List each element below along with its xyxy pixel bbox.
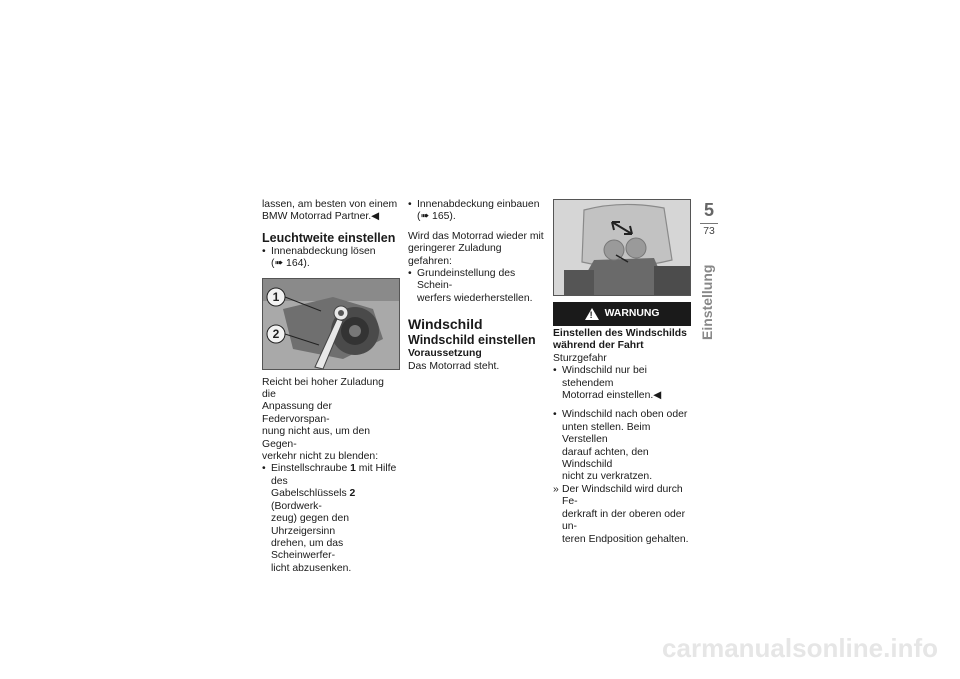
windshield-photo bbox=[553, 199, 691, 296]
warning-label: WARNUNG bbox=[604, 307, 660, 319]
warning-risk: Sturzgefahr bbox=[553, 352, 607, 364]
step-adjust-windshield: • Windschild nach oben oder unten stellen. Beim Verstellen darauf achten, den Windschild nicht zu verkratzen. bbox=[553, 409, 688, 483]
heading-windschild-einstellen: Windschild einstellen bbox=[408, 333, 536, 348]
intro-line-2: BMW Motorrad Partner.◀ bbox=[262, 211, 380, 223]
warning-title: Einstellen des Windschilds während der Fahrt bbox=[553, 328, 687, 352]
heading-windschild: Windschild bbox=[408, 316, 483, 333]
page-reference: (➠ 164). bbox=[271, 258, 310, 270]
result-mark: » bbox=[553, 483, 559, 495]
chapter-number: 5 bbox=[703, 200, 714, 220]
intro-line-1: lassen, am besten von einem bbox=[262, 199, 398, 210]
step-restore-headlight: • Grundeinstellung des Schein- werfers wiederherstellen. bbox=[408, 268, 533, 304]
callout-2: 2 bbox=[272, 326, 280, 341]
paragraph-load: Reicht bei hoher Zuladung die Anpassung der Federvorspan- nung nicht aus, um den Gegen- verkehr nicht zu blenden: bbox=[262, 376, 384, 463]
end-mark: ◀ bbox=[371, 211, 380, 223]
bullet: • bbox=[262, 245, 266, 257]
page-number: 73 bbox=[703, 226, 715, 237]
result-windshield: » Der Windschild wird durch Fe- derkraft in der oberen oder un- teren Endposition gehalten. bbox=[553, 483, 689, 545]
end-mark: ◀ bbox=[653, 390, 662, 402]
page-reference: (➠ 165). bbox=[417, 211, 456, 223]
step-turn-screw: • Einstellschraube 1 mit Hilfe des Gabelschlüssels 2 (Bordwerk- zeug) gegen den Uhrzeigersinn drehen, um das Scheinwerfer- licht abzusenken. bbox=[262, 463, 397, 574]
watermark: carmanualsonline.info bbox=[662, 633, 938, 663]
bullet: • bbox=[553, 365, 557, 377]
warning-instruction: • Windschild nur bei stehendem Motorrad einstellen.◀ bbox=[553, 365, 662, 402]
paragraph-reduced-load: Wird das Motorrad wieder mit geringerer Zuladung gefahren: bbox=[408, 230, 544, 267]
warning-triangle-icon bbox=[585, 308, 599, 320]
bullet: • bbox=[262, 463, 266, 475]
bullet: • bbox=[408, 268, 412, 280]
chapter-divider bbox=[700, 223, 718, 224]
step-install-cover: • Innenabdeckung einbauen (➠ 165). bbox=[408, 199, 546, 224]
column-middle bbox=[408, 199, 546, 373]
step-remove-cover: • Innenabdeckung lösen (➠ 164). bbox=[262, 246, 400, 271]
warning-banner bbox=[553, 302, 691, 326]
bullet: • bbox=[553, 409, 557, 421]
bullet: • bbox=[408, 199, 412, 210]
column-left bbox=[262, 199, 400, 575]
column-right bbox=[553, 199, 691, 546]
callout-1: 1 bbox=[272, 289, 280, 304]
chapter-name: Einstellung bbox=[699, 264, 715, 340]
headlight-adjustment-photo bbox=[262, 278, 400, 370]
precondition-text: Das Motorrad steht. bbox=[408, 360, 500, 372]
heading-voraussetzung: Voraussetzung bbox=[408, 348, 482, 360]
heading-leuchtweite: Leuchtweite einstellen bbox=[262, 230, 396, 245]
